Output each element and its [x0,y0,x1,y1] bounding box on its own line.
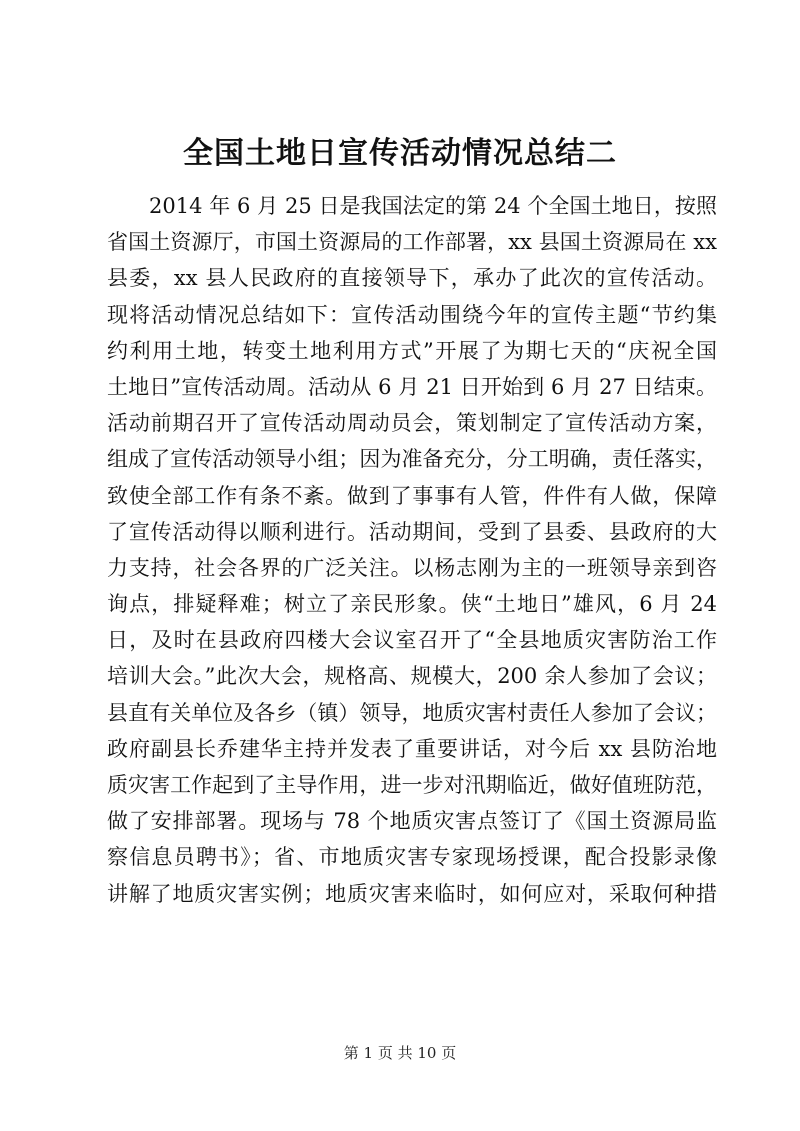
body-line: 做了安排部署。现场与 78 个地质灾害点签订了《国土资源局监 [107,809,717,834]
body-line: 约利用土地，转变土地利用方式”开展了为期七天的“庆祝全国 [107,338,717,363]
body-line: 询点，排疑释难；树立了亲民形象。侠“土地日”雄风，6 月 24 [107,592,717,617]
body-line: 省国土资源厅，市国土资源局的工作部署，xx 县国土资源局在 xx [107,230,717,255]
body-line: 活动前期召开了宣传活动周动员会，策划制定了宣传活动方案， [107,411,717,436]
body-line: 了宣传活动得以顺利进行。活动期间，受到了县委、县政府的大 [107,519,717,544]
body-line: 致使全部工作有条不紊。做到了事事有人管，件件有人做，保障 [107,483,717,508]
body-line: 县直有关单位及各乡（镇）领导，地质灾害村责任人参加了会议； [107,700,717,725]
body-line: 力支持，社会各界的广泛关注。以杨志刚为主的一班领导亲到咨 [107,555,717,580]
body-line: 培训大会。”此次大会，规格高、规模大，200 余人参加了会议； [107,664,717,689]
page-footer: 第 1 页 共 10 页 [343,1044,457,1062]
body-line: 组成了宣传活动领导小组；因为准备充分，分工明确，责任落实， [107,447,717,472]
body-line: 日，及时在县政府四楼大会议室召开了“全县地质灾害防治工作 [107,628,717,653]
document-title: 全国土地日宣传活动情况总结二 [183,136,617,171]
body-line: 2014 年 6 月 25 日是我国法定的第 24 个全国土地日，按照 [149,194,717,218]
document-body [107,188,717,912]
body-line: 质灾害工作起到了主导作用，进一步对汛期临近，做好值班防范， [107,773,717,797]
body-line: 政府副县长乔建华主持并发表了重要讲话，对今后 xx 县防治地 [107,736,717,761]
body-line: 土地日”宣传活动周。活动从 6 月 21 日开始到 6 月 27 日结束。 [107,374,717,399]
body-line: 讲解了地质灾害实例；地质灾害来临时，如何应对，采取何种措 [107,881,717,906]
body-line: 察信息员聘书》；省、市地质灾害专家现场授课，配合投影录像 [107,845,717,870]
body-line: 现将活动情况总结如下：宣传活动围绕今年的宣传主题“节约集 [107,302,717,327]
body-line: 县委，xx 县人民政府的直接领导下，承办了此次的宣传活动。 [107,266,717,291]
